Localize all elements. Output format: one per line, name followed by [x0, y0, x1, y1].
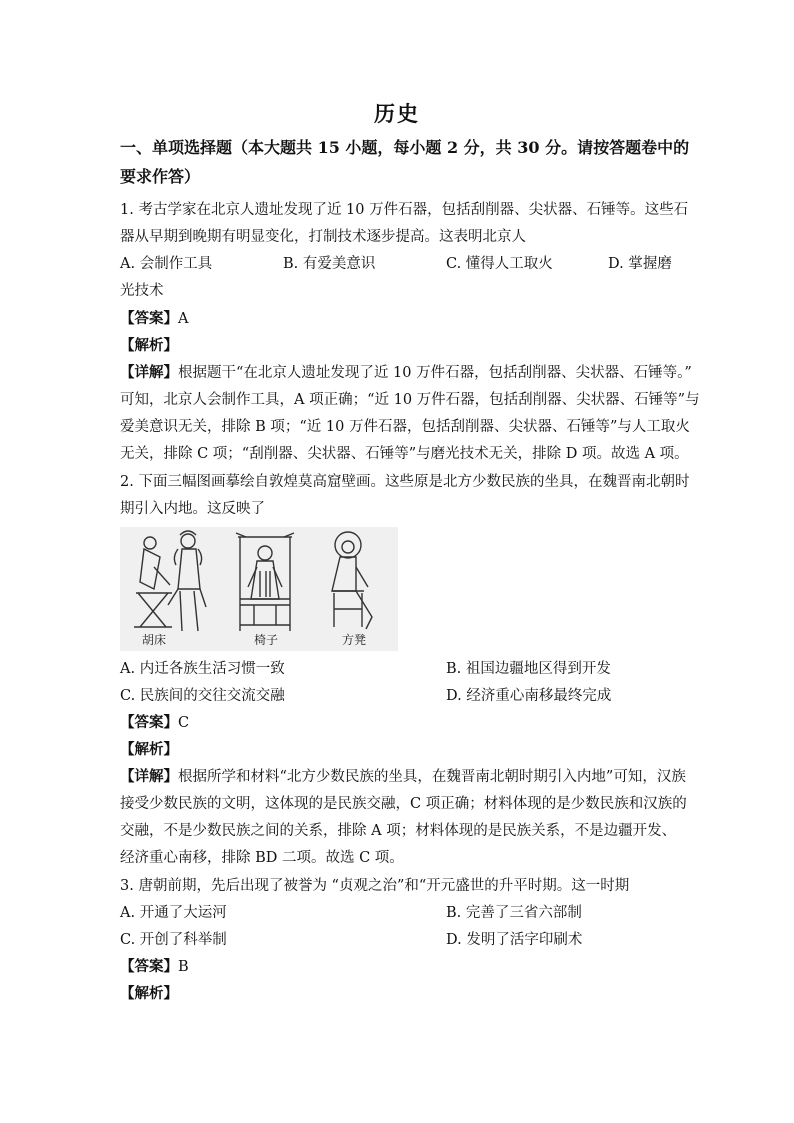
mural-seating-figure [120, 527, 398, 651]
q2-stem-line2: 期引入内地。这反映了 [120, 501, 265, 517]
q1-detail-line3: 爱美意识无关，排除 B 项；“近 10 万件石器，包括刮削器、尖状器、石锤等”与人工取火 [120, 419, 690, 435]
q2-option-a: A. 内迁各族生活习惯一致 [120, 661, 285, 677]
q1-answer: 【答案】A [120, 310, 189, 327]
q2-detail-line4: 经济重心南移，排除 BD 二项。故选 C 项。 [120, 850, 404, 866]
page-title: 历史 [374, 101, 420, 126]
q1-stem-line2: 器从早期到晚期有明显变化，打制技术逐步提高。这表明北京人 [120, 229, 526, 245]
section-heading-line2: 要求作答） [120, 167, 201, 186]
q3-option-b: B. 完善了三省六部制 [446, 905, 582, 921]
q1-detail-line4: 无关，排除 C 项；“刮削器、尖状器、石锤等”与磨光技术无关，排除 D 项。故选 A 项。 [120, 446, 689, 462]
q2-detail-line1: 【详解】根据所学和材料“北方少数民族的坐具，在魏晋南北朝时期引入内地”可知，汉族 [120, 768, 686, 785]
q1-stem-line1: 1. 考古学家在北京人遗址发现了近 10 万件石器，包括刮削器、尖状器、石锤等。这些石 [120, 202, 689, 218]
q3-option-a: A. 开通了大运河 [120, 905, 227, 921]
q1-option-d: D. 掌握磨 [608, 256, 672, 272]
section-heading-line1: 一、单项选择题（本大题共 15 小题，每小题 2 分，共 30 分。请按答题卷中的 [120, 138, 690, 157]
q1-detail-line1: 【详解】根据题干“在北京人遗址发现了近 10 万件石器，包括刮削器、尖状器、石锤等。” [120, 364, 692, 381]
q3-stem-line1: 3. 唐朝前期，先后出现了被誉为 “贞观之治”和“开元盛世的升平时期。这一时期 [120, 878, 630, 894]
q1-option-d-continued: 光技术 [120, 283, 164, 299]
fig-label-hu-chuang: 胡床 [142, 633, 167, 647]
q2-answer: 【答案】C [120, 714, 190, 731]
q2-option-d: D. 经济重心南移最终完成 [446, 688, 612, 704]
q2-option-c: C. 民族间的交往交流交融 [120, 688, 285, 704]
q1-analysis-label: 【解析】 [120, 337, 178, 354]
q1-detail-line2: 可知，北京人会制作工具，A 项正确；“近 10 万件石器，包括刮削器、尖状器、石锤等”与 [120, 392, 700, 408]
q2-stem-line1: 2. 下面三幅图画摹绘自敦煌莫高窟壁画。这些原是北方少数民族的坐具，在魏晋南北朝时 [120, 474, 690, 490]
q1-option-b: B. 有爱美意识 [283, 256, 376, 272]
q2-option-b: B. 祖国边疆地区得到开发 [446, 661, 611, 677]
q1-option-a: A. 会制作工具 [120, 256, 213, 272]
q2-analysis-label: 【解析】 [120, 741, 178, 758]
q2-detail-line3: 交融，不是少数民族之间的关系，排除 A 项；材料体现的是民族关系，不是边疆开发、 [120, 823, 677, 839]
q3-analysis-label: 【解析】 [120, 985, 178, 1002]
q3-option-c: C. 开创了科举制 [120, 932, 227, 948]
q1-option-c: C. 懂得人工取火 [446, 256, 553, 272]
fig-label-square-stool: 方凳 [342, 633, 367, 647]
fig-label-chair: 椅子 [254, 633, 279, 647]
q2-detail-line2: 接受少数民族的文明，这体现的是民族交融，C 项正确；材料体现的是少数民族和汉族的 [120, 796, 687, 812]
q3-option-d: D. 发明了活字印刷术 [446, 932, 583, 948]
q3-answer: 【答案】B [120, 958, 189, 975]
